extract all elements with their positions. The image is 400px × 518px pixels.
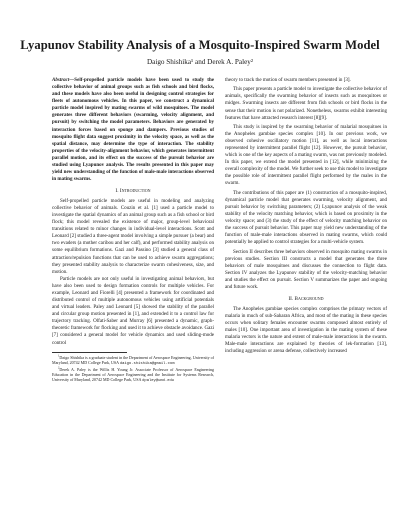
abstract-label: Abstract [52, 78, 70, 83]
footnote-rule [52, 352, 127, 353]
footnote-1: $^1$Daigo Shishika is a graduate student in the Department of Aerospace Engineering, University of Maryland, 20742 MD College Park, USA daigo.shishika@gmail.com [52, 353, 214, 367]
paper-title: Lyapunov Stability Analysis of a Mosquito-Inspired Swarm Model [20, 38, 380, 52]
intro-paragraph-2: Particle models are not only useful in investigating animal behaviors, but have also been used to design formation controls for multiple vehicles. For example, Leonard and Fiorelli [4] presented a framework for coordinated and distributed control of multiple autonomous vehicles using artificial potentials and virtual leaders. Paley and Leonard [5] showed the stability of the parallel and circular group motion presented in [1], and extended it to a control law for trajectory tracking. Olfati-Saber and Murray [6] presented a dynamic, graph-theoretic framework for flocking and used it to achieve obstacle avoidance. Gazi [7] considered a general model for vehicle dynamics and used sliding-mode control [52, 276, 214, 346]
section-heading-background: II. Background [288, 295, 324, 302]
intro-paragraph-1: Self-propelled particle models are useful in modeling and analyzing collective behavior of animals. Couzin et al. [1] used a particle model to investigate the spatial dynamics of an animal group such as a fish school or bird flock; this model revealed the existence of major, group-level behavioral transitions related to minor changes in individual-level interactions. Scott and Leonard [2] studied a three-agent model involving a simple pursuer (a bear) and two evaders (a mother caribou and her calf), and performed stability analysis on some equilibrium formations. Gazi and Passino [3] studied a general class of attraction/repulsion functions that can be used to achieve swarm aggregations; they presented stability analysis to characterize swarm cohesiveness, size, and motion. [52, 198, 214, 275]
right-paragraph-5: Section II describes three behaviors observed in mosquito mating swarms in previous studies. Section III constructs a model that generates the three behaviors of male mosquitoes and discusses the connection to flight data. Section IV analyzes the Lyapunov stability of the velocity-matching behavior and studies the effect on pursuit. Section V summarizes the paper and ongoing and future work. [225, 249, 387, 290]
abstract [52, 77, 214, 183]
footnote-2: $^2$Derek A. Paley is the Willis H. Young Jr. Associate Professor of Aerospace Engineering Education in the Department of Aerospace Engineering and the Institute for Systems Research, University of Maryland, 20742 MD College Park, USA dpaley@umd.edu [52, 365, 214, 384]
background-paragraph-1: The Anopheles gambiae species complex comprises the primary vectors of malaria in much of sub-Saharan Africa, and most of the mating in these species occurs when solitary females encounter swarms composed almost entirely of males [10]. One important area of investigation in the mating system of these malaria vectors is the nature and extent of male-male interactions in the swarm. Male-male interactions are explained by theories of lek-formation [13], including aggression or arena defense, collectively increased [225, 306, 387, 355]
footnote-1-email: daigo.shishika@gmail.com [119, 362, 175, 367]
author-line: Daigo Shishika¹ and Derek A. Paley² [146, 58, 254, 66]
right-paragraph-3: This study is inspired by the swarming behavior of malarial mosquitoes in the Anopheles gambiae species complex [10]. In our previous work, we observed cohesive oscillatory motion [11], as well as local interactions represented by intermittent parallel flight [12]. However, the pursuit behavior, which is one of the key aspects of a mating swarm, was not previously modeled. In this paper, we extend the model presented in [12], while minimizing the overall complexity of the model. We further seek to use this model to investigate the possible role of intermittent parallel flight performed by the males in the swarm. [225, 124, 387, 187]
footnote-2-text: Derek A. Paley is the Willis H. Young Jr. Associate Professor of Aerospace Engineering Education in the Department of Aerospace Engineering and the Institute for Systems Research, University of Maryland, 20742 MD College Park, USA [52, 367, 214, 383]
abstract-text: —Self-propelled particle models have been used to study the collective behavior of animal groups such as fish schools and bird flocks, and these models have also been useful in designing control strategies for fleets of autonomous vehicles. In this paper, we construct a dynamical particle model inspired by mating swarms of wild mosquitoes. The model generates three different behaviors (swarming, velocity alignment, and pursuit) by switching the model parameters. Behaviors are generated by interaction forces based on sponge and dampers. Previous studies of mosquito flight data suggest proximity in the velocity space, as well as the spatial distance, may determine the type of interaction. The stability properties of the velocity-alignment behavior, which generates intermittent parallel motion, and its effect on the success of the pursuit behavior are studied using Lyapunov analysis. The results presented in this paper may yield new understanding of the function of male-male interactions observed in mating swarms. [52, 78, 214, 183]
footnote-2-email: dpaley@umd.edu [142, 379, 175, 384]
right-paragraph-4: The contributions of this paper are (1) construction of a mosquito-inspired, dynamical particle model that generates swarming, velocity alignment, and pursuit behavior by switching parameters; (2) Lyapunov analysis of the weak stability of the velocity matching behavior, which is based on proximity in the velocity space; and (3) the study of the effect of velocity matching behavior on the success of pursuit behavior. This paper may yield new understanding of the function of male-male interactions observed in mating swarms, which could potentially be applied to control strategies for a multi-vehicle system. [225, 190, 387, 246]
section-heading-introduction: I. Introduction [115, 187, 151, 194]
right-column [225, 77, 387, 355]
right-paragraph-1: theory to track the motion of swarm members presented in [3]. [225, 78, 351, 83]
footnote-1-text: Daigo Shishika is a graduate student in the Department of Aerospace Engineering, University of Maryland, 20742 MD College Park, USA [52, 354, 214, 366]
right-paragraph-2: This paper presents a particle model to investigate the collective behavior of animals, specifically the swarming behavior of insects such as mosquitoes or midges. Swarming insects are different from fish schools or bird flocks in the sense that their motion is not polarized. Nonetheless, swarms exhibit interesting features that have attracted research interest [8][9]. [225, 87, 387, 121]
left-column [52, 77, 214, 384]
